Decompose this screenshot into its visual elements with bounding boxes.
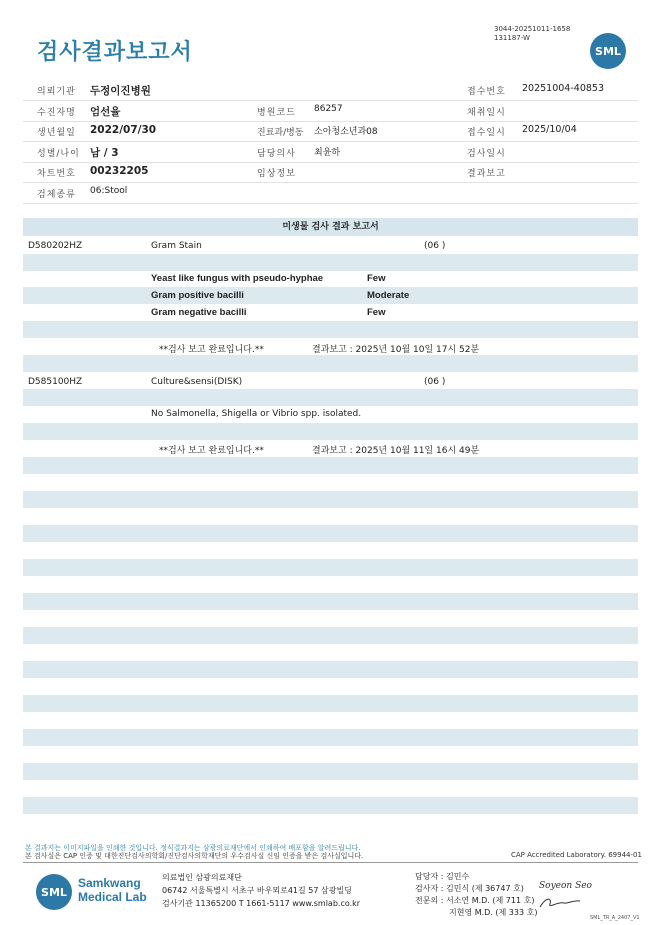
- lab-name: 의료법인 삼광의료재단: [162, 873, 242, 882]
- test-name: Culture&sensi(DISK): [151, 377, 243, 387]
- label-birthdate: 생년월일: [37, 128, 76, 138]
- header-row-1: [23, 80, 638, 101]
- row-band: [23, 321, 638, 338]
- staff-tester: 검사자 : 김민식 (제 36747 호): [415, 884, 524, 893]
- receipt-number: 20251004-40853: [522, 83, 605, 94]
- row-band: [23, 287, 638, 304]
- row-band: [23, 661, 638, 678]
- label-receipt-number: 접수번호: [467, 87, 506, 97]
- birthdate: 2022/07/30: [90, 124, 157, 136]
- label-receipt-datetime: 접수일시: [467, 128, 506, 138]
- specimen-type: 06:Stool: [90, 186, 128, 196]
- report-datetime: 결과보고 : 2025년 10월 11일 16시 49분: [312, 446, 480, 456]
- staff-specialist-2: 지현영 M.D. (제 333 호): [449, 908, 538, 917]
- label-patient-name: 수진자명: [37, 108, 76, 118]
- header-row-2: [23, 101, 638, 122]
- lab-info: [162, 871, 360, 910]
- document-number: 3044-20251011-1658 131187-W: [494, 25, 571, 42]
- report-title: 검사결과보고서: [37, 40, 193, 65]
- row-band: [23, 254, 638, 271]
- label-chart-number: 차트번호: [37, 169, 76, 179]
- row-band: [23, 797, 638, 814]
- header-row-6: [23, 183, 638, 204]
- result-amount: Moderate: [367, 290, 410, 301]
- row-band: [23, 457, 638, 474]
- header-row-4: [23, 142, 638, 163]
- specimen-code: (06 ): [424, 377, 446, 387]
- lab-address: 06742 서울특별시 서초구 바우뫼로41길 57 삼광빌딩: [162, 886, 352, 895]
- form-number: SML_TR_A_2407_V1: [590, 915, 640, 921]
- label-collection-datetime: 채취일시: [467, 108, 506, 118]
- result-text: No Salmonella, Shigella or Vibrio spp. isolated.: [151, 409, 362, 419]
- result-organism: Gram positive bacilli: [151, 290, 244, 301]
- result-amount: Few: [367, 307, 386, 318]
- label-clinical-info: 임상정보: [257, 169, 296, 179]
- test-code: D580202HZ: [28, 241, 83, 251]
- test-name: Gram Stain: [151, 241, 202, 251]
- footer-divider: [23, 862, 638, 863]
- label-sex-age: 성별/나이: [37, 149, 80, 159]
- label-department-ward: 진료과/병동: [257, 128, 304, 138]
- staff-manager: 담당자 : 김민수: [415, 872, 470, 881]
- label-result-report: 결과보고: [467, 169, 506, 179]
- row-band: [23, 763, 638, 780]
- row-band: [23, 423, 638, 440]
- sex-age: 남 / 3: [90, 147, 119, 159]
- cap-accreditation: CAP Accredited Laboratory. 69944-01: [511, 851, 642, 859]
- row-band: [23, 559, 638, 576]
- receipt-datetime: 2025/10/04: [522, 124, 577, 135]
- result-organism: Yeast like fungus with pseudo-hyphae: [151, 273, 324, 284]
- hospital-code: 86257: [314, 104, 343, 114]
- label-hospital-code: 병원코드: [257, 108, 296, 118]
- report-complete-note: **검사 보고 완료입니다.**: [159, 345, 264, 355]
- certification-notice: 본 검사실은 CAP 인증 및 대한진단검사의학회/진단검사의학재단의 우수검사실 신임 인증을 받은 검사실입니다.: [25, 852, 364, 860]
- section-title: 미생물 검사 결과 보고서: [23, 218, 638, 236]
- lab-contact: 검사기관 11365200 T 1661-5117 www.smlab.co.kr: [162, 899, 361, 908]
- patient-name: 엄선율: [90, 106, 121, 118]
- result-amount: Few: [367, 273, 386, 284]
- test-code: D585100HZ: [28, 377, 83, 387]
- staff-specialist-1: 전문의 : 서소연 M.D. (제 711 호): [415, 896, 535, 905]
- sml-logo-bottom: SML: [36, 874, 72, 910]
- label-physician: 담당의사: [257, 149, 296, 159]
- row-band: [23, 695, 638, 712]
- sml-logo-top: SML: [590, 33, 626, 69]
- signature: Soyeon Seo: [539, 881, 592, 891]
- report-datetime: 결과보고 : 2025년 10월 10일 17시 52분: [312, 345, 480, 355]
- label-requesting-institution: 의뢰기관: [37, 87, 76, 97]
- row-band: [23, 355, 638, 372]
- label-test-datetime: 검사일시: [467, 149, 506, 159]
- print-notice: 본 결과지는 이미지파일을 인쇄한 것입니다. 정식결과지는 삼광의료재단에서 인쇄하여 배포함을 알려드립니다.: [25, 844, 361, 852]
- report-complete-note: **검사 보고 완료입니다.**: [159, 446, 264, 456]
- chart-number: 00232205: [90, 165, 149, 177]
- result-organism: Gram negative bacilli: [151, 307, 247, 318]
- label-specimen-type: 검체종류: [37, 190, 76, 200]
- physician: 최윤하: [314, 148, 341, 158]
- specimen-code: (06 ): [424, 241, 446, 251]
- department-ward: 소아청소년과08: [314, 127, 378, 137]
- header-row-3: [23, 121, 638, 142]
- row-band: [23, 593, 638, 610]
- row-band: [23, 389, 638, 406]
- row-band: [23, 491, 638, 508]
- brand-name: Samkwang Medical Lab: [78, 876, 147, 904]
- signature-mark: [538, 895, 583, 911]
- staff-info: [415, 871, 537, 919]
- header-row-5: [23, 162, 638, 183]
- row-band: [23, 627, 638, 644]
- row-band: [23, 525, 638, 542]
- row-band: [23, 729, 638, 746]
- requesting-institution: 두정이진병원: [90, 85, 151, 97]
